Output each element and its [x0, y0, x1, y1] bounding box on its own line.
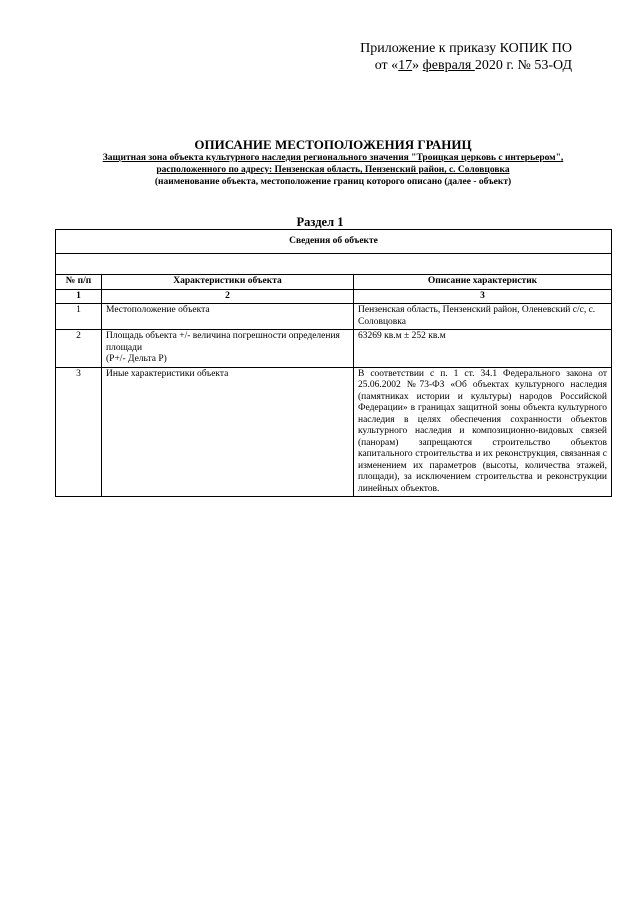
annex-date-suffix: 2020 г. № 53-ОД	[474, 58, 572, 73]
row-number: 2	[56, 330, 102, 368]
table-row	[56, 304, 612, 330]
annex-date-prefix: от «	[374, 58, 399, 73]
table-row	[56, 330, 612, 368]
column-number-1: 1	[56, 289, 102, 304]
table-spacer-row	[56, 254, 612, 275]
table-row	[56, 367, 612, 497]
row-description: В соответствии с п. 1 ст. 34.1 Федерального закона от 25.06.2002 №73-ФЗ «Об объектах культурного наследия (памятниках истории и культуры) народов Российской Федерации» в границах защитной зоны объекта культурного наследия в целях обеспечения сохранности объектов культурного наследия и композиционно-видовых связей (панорам) запрещаются строительство объектов капитального строительства и их реконструкция, связанная с изменением их параметров (высоты, количества этажей, площади), за исключением строительства и реконструкции линейных объектов.	[354, 367, 612, 497]
header-characteristics: Характеристики объекта	[102, 275, 354, 290]
header-description: Описание характеристик	[354, 275, 612, 290]
header-number: № п/п	[56, 275, 102, 290]
row-characteristic-line-1: Площадь объекта +/- величина погрешности определения площади	[106, 331, 340, 353]
annex-day: 17	[398, 58, 413, 73]
row-description: 63269 кв.м ± 252 кв.м	[354, 330, 612, 368]
order-annex-header	[360, 40, 572, 74]
row-characteristic: Иные характеристики объекта	[102, 367, 354, 497]
column-number-3: 3	[354, 289, 612, 304]
annex-line-2	[360, 57, 572, 74]
column-number-2: 2	[102, 289, 354, 304]
table-spacer-cell	[56, 254, 612, 275]
row-characteristic	[102, 330, 354, 368]
object-name-note: (наименование объекта, местоположение границ которого описано (далее - объект)	[154, 177, 512, 187]
annex-date-mid: »	[412, 58, 423, 73]
row-characteristic-line-2: (Р+/- Дельта Р)	[106, 354, 167, 364]
table-caption: Сведения об объекте	[56, 230, 612, 254]
object-info-table	[55, 229, 612, 497]
object-name-line-1: Защитная зона объекта культурного наследия регионального значения "Троицкая церковь с интерьером",	[102, 153, 564, 163]
section-title: Раздел 1	[296, 215, 344, 229]
row-characteristic: Местоположение объекта	[102, 304, 354, 330]
row-number: 3	[56, 367, 102, 497]
document-heading	[40, 137, 626, 188]
table-header-row	[56, 275, 612, 290]
annex-line-1: Приложение к приказу КОПИК ПО	[360, 41, 572, 56]
document-title: ОПИСАНИЕ МЕСТОПОЛОЖЕНИЯ ГРАНИЦ	[194, 137, 472, 152]
row-description: Пензенская область, Пензенский район, Оленевский с/с, с. Соловцовка	[354, 304, 612, 330]
table-caption-row	[56, 230, 612, 254]
object-name-line-2: расположенного по адресу: Пензенская область, Пензенский район, с. Соловцовка	[156, 165, 510, 175]
row-number: 1	[56, 304, 102, 330]
table-column-numbers-row	[56, 289, 612, 304]
annex-month: февраля	[422, 58, 475, 73]
